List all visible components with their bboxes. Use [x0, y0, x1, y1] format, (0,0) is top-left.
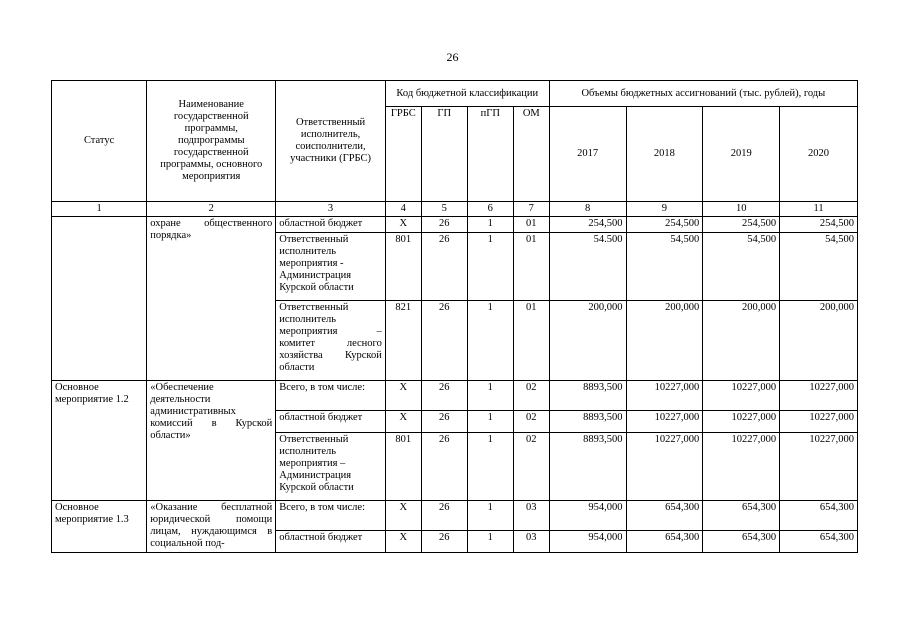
- executor-cell: Ответственный исполнитель мероприятия – комитет лесного хозяйства Курской области: [276, 301, 386, 381]
- header-status: Статус: [52, 81, 147, 202]
- pgp-cell: 1: [467, 301, 513, 381]
- value-2017-cell: 8893,500: [549, 381, 626, 411]
- header-executor: Ответственный исполнитель, соисполнители, участники (ГРБС): [276, 81, 386, 202]
- header-om: ОМ: [513, 107, 549, 202]
- program-name-cell: «Оказание бесплатной юридической помощи лицам, нуждающимся в социальной под-: [147, 501, 276, 553]
- value-2018-cell: 10227,000: [626, 433, 703, 501]
- value-2019-cell: 10227,000: [703, 411, 780, 433]
- grbs-cell: Х: [385, 411, 421, 433]
- value-2019-cell: 254,500: [703, 217, 780, 233]
- executor-cell: областной бюджет: [276, 411, 386, 433]
- column-number: 1: [52, 202, 147, 217]
- executor-cell: Ответственный исполнитель мероприятия – Администрация Курской области: [276, 433, 386, 501]
- value-2018-cell: 10227,000: [626, 381, 703, 411]
- om-cell: 03: [513, 531, 549, 553]
- header-volumes: Объемы бюджетных ассигнований (тыс. рублей), годы: [549, 81, 857, 107]
- pgp-cell: 1: [467, 433, 513, 501]
- value-2017-cell: 8893,500: [549, 411, 626, 433]
- value-2018-cell: 654,300: [626, 501, 703, 531]
- grbs-cell: 801: [385, 233, 421, 301]
- pgp-cell: 1: [467, 501, 513, 531]
- column-number: 6: [467, 202, 513, 217]
- value-2017-cell: 200,000: [549, 301, 626, 381]
- value-2020-cell: 10227,000: [780, 411, 858, 433]
- value-2019-cell: 10227,000: [703, 433, 780, 501]
- column-number: 10: [703, 202, 780, 217]
- gp-cell: 26: [421, 217, 467, 233]
- header-year-2017: 2017: [549, 107, 626, 202]
- om-cell: 02: [513, 433, 549, 501]
- value-2020-cell: 254,500: [780, 217, 858, 233]
- grbs-cell: 821: [385, 301, 421, 381]
- gp-cell: 26: [421, 501, 467, 531]
- value-2019-cell: 54,500: [703, 233, 780, 301]
- om-cell: 01: [513, 301, 549, 381]
- status-cell: [52, 217, 147, 381]
- gp-cell: 26: [421, 301, 467, 381]
- page-number: 26: [446, 50, 459, 64]
- value-2018-cell: 200,000: [626, 301, 703, 381]
- status-cell: Основное мероприятие 1.3: [52, 501, 147, 553]
- grbs-cell: Х: [385, 531, 421, 553]
- header-budget-code: Код бюджетной классификации: [385, 81, 549, 107]
- column-number: 7: [513, 202, 549, 217]
- executor-cell: Всего, в том числе:: [276, 381, 386, 411]
- value-2019-cell: 10227,000: [703, 381, 780, 411]
- value-2020-cell: 54,500: [780, 233, 858, 301]
- column-number: 11: [780, 202, 858, 217]
- column-number: 3: [276, 202, 386, 217]
- pgp-cell: 1: [467, 381, 513, 411]
- value-2018-cell: 654,300: [626, 531, 703, 553]
- header-year-2019: 2019: [703, 107, 780, 202]
- budget-table: [51, 80, 858, 553]
- value-2017-cell: 954,000: [549, 531, 626, 553]
- column-number-row: [52, 202, 858, 217]
- grbs-cell: Х: [385, 381, 421, 411]
- om-cell: 02: [513, 381, 549, 411]
- table-row: [52, 381, 858, 411]
- value-2020-cell: 200,000: [780, 301, 858, 381]
- value-2017-cell: 954,000: [549, 501, 626, 531]
- header-program-name: Наименование государственной программы, подпрограммы государственной программы, основного мероприятия: [147, 81, 276, 202]
- gp-cell: 26: [421, 233, 467, 301]
- table-row: [52, 501, 858, 531]
- value-2019-cell: 654,300: [703, 501, 780, 531]
- column-number: 5: [421, 202, 467, 217]
- pgp-cell: 1: [467, 233, 513, 301]
- value-2018-cell: 10227,000: [626, 411, 703, 433]
- pgp-cell: 1: [467, 217, 513, 233]
- value-2017-cell: 54.500: [549, 233, 626, 301]
- om-cell: 02: [513, 411, 549, 433]
- value-2020-cell: 10227,000: [780, 381, 858, 411]
- header-gp: ГП: [421, 107, 467, 202]
- grbs-cell: Х: [385, 217, 421, 233]
- header-year-2020: 2020: [780, 107, 858, 202]
- gp-cell: 26: [421, 433, 467, 501]
- header-grbs: ГРБС: [385, 107, 421, 202]
- status-cell: Основное мероприятие 1.2: [52, 381, 147, 501]
- pgp-cell: 1: [467, 411, 513, 433]
- gp-cell: 26: [421, 411, 467, 433]
- program-name-cell: «Обеспечение деятельности административных комиссий в Курской области»: [147, 381, 276, 501]
- value-2020-cell: 654,300: [780, 531, 858, 553]
- column-number: 4: [385, 202, 421, 217]
- value-2018-cell: 254,500: [626, 217, 703, 233]
- column-number: 2: [147, 202, 276, 217]
- column-number: 9: [626, 202, 703, 217]
- value-2018-cell: 54,500: [626, 233, 703, 301]
- gp-cell: 26: [421, 381, 467, 411]
- table-row: [52, 217, 858, 233]
- column-number: 8: [549, 202, 626, 217]
- executor-cell: Ответственный исполнитель мероприятия - Администрация Курской области: [276, 233, 386, 301]
- grbs-cell: Х: [385, 501, 421, 531]
- value-2017-cell: 8893,500: [549, 433, 626, 501]
- executor-cell: Всего, в том числе:: [276, 501, 386, 531]
- om-cell: 01: [513, 233, 549, 301]
- header-year-2018: 2018: [626, 107, 703, 202]
- value-2017-cell: 254,500: [549, 217, 626, 233]
- program-name-cell: охране общественного порядка»: [147, 217, 276, 381]
- value-2019-cell: 654,300: [703, 531, 780, 553]
- value-2020-cell: 10227,000: [780, 433, 858, 501]
- value-2020-cell: 654,300: [780, 501, 858, 531]
- table-header: [52, 81, 858, 217]
- pgp-cell: 1: [467, 531, 513, 553]
- table-body: [52, 217, 858, 553]
- executor-cell: областной бюджет: [276, 217, 386, 233]
- om-cell: 03: [513, 501, 549, 531]
- om-cell: 01: [513, 217, 549, 233]
- value-2019-cell: 200,000: [703, 301, 780, 381]
- gp-cell: 26: [421, 531, 467, 553]
- executor-cell: областной бюджет: [276, 531, 386, 553]
- header-pgp: пГП: [467, 107, 513, 202]
- grbs-cell: 801: [385, 433, 421, 501]
